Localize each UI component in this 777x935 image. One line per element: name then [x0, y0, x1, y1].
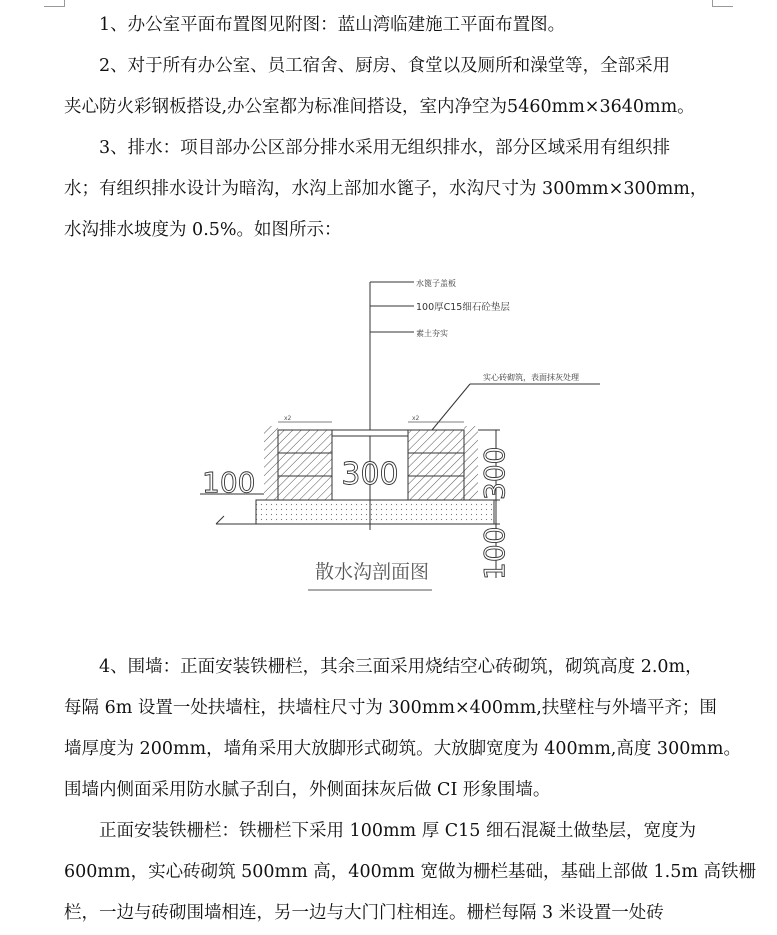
dim-top-right: x2 — [412, 415, 420, 422]
paragraph-2-line: 夹心防火彩钢板搭设,办公室都为标准间搭设，室内净空为5460mm×3640mm。 — [64, 97, 695, 117]
brick-wall-left — [278, 430, 332, 500]
soil-hatch-left — [264, 426, 278, 500]
paragraph-5-line: 600mm，实心砖砌筑 500mm 高，400mm 宽做为栅栏基础，基础上部做 1.5m 高铁栅 — [64, 862, 757, 882]
paragraph-5 — [64, 811, 757, 934]
paragraph-4-line: 每隔 6m 设置一处扶墙柱，扶墙柱尺寸为 300mm×400mm,扶壁柱与外墙平齐；围 — [64, 698, 717, 718]
ground-line-end — [216, 516, 224, 524]
dim-height: 300 — [478, 446, 511, 500]
paragraph-2 — [64, 46, 710, 128]
label-cushion: 100厚C15细石砼垫层 — [416, 302, 510, 313]
leader-brick — [432, 384, 470, 430]
paragraph-5-line: 正面安装铁栅栏：铁栅栏下采用 100mm 厚 C15 细石混凝土做垫层，宽度为 — [99, 821, 696, 841]
dim-width: 300 — [341, 457, 399, 492]
label-soil: 素土夯实 — [416, 329, 448, 338]
paragraph-3 — [64, 128, 710, 251]
paragraph-4-line: 4、围墙：正面安装铁栅栏，其余三面采用烧结空心砖砌筑，砌筑高度 2.0m， — [99, 657, 703, 677]
grate-cover — [332, 430, 408, 436]
label-brick: 实心砖砌筑，表面抹灰处理 — [483, 373, 579, 382]
paragraph-3-line: 水沟排水坡度为 0.5%。如图所示： — [64, 220, 342, 240]
paragraph-1: 1、办公室平面布置图见附图：蓝山湾临建施工平面布置图。 — [99, 15, 566, 35]
brick-wall-right — [408, 430, 464, 500]
dim-top-left: x2 — [284, 415, 292, 422]
dim-wall: 100 — [202, 466, 256, 499]
page-corner-mark-right — [712, 0, 733, 7]
paragraph-4 — [64, 647, 742, 811]
page-corner-mark-left — [44, 0, 65, 7]
paragraph-3-line: 3、排水：项目部办公区部分排水采用无组织排水，部分区域采用有组织排 — [99, 138, 671, 158]
paragraph-3-line: 水；有组织排水设计为暗沟，水沟上部加水篦子，水沟尺寸为 300mm×300mm， — [64, 179, 708, 199]
soil-hatch-right — [464, 426, 478, 500]
concrete-cushion — [256, 500, 494, 524]
label-grate: 水篦子盖板 — [416, 279, 456, 288]
paragraph-4-line: 围墙内侧面采用防水腻子刮白，外侧面抹灰后做 CI 形象围墙。 — [64, 780, 551, 800]
dim-base: 100 — [478, 526, 511, 580]
figure-title: 散水沟剖面图 — [314, 561, 430, 583]
drainage-ditch-section-figure — [200, 268, 579, 598]
paragraph-5-line: 栏，一边与砖砌围墙相连，另一边与大门门柱相连。栅栏每隔 3 米设置一处砖 — [64, 903, 664, 923]
paragraph-4-line: 墙厚度为 200mm，墙角采用大放脚形式砌筑。大放脚宽度为 400mm,高度 300mm。 — [64, 739, 742, 759]
paragraph-2-line: 2、对于所有办公室、员工宿舍、厨房、食堂以及厕所和澡堂等，全部采用 — [99, 56, 671, 76]
